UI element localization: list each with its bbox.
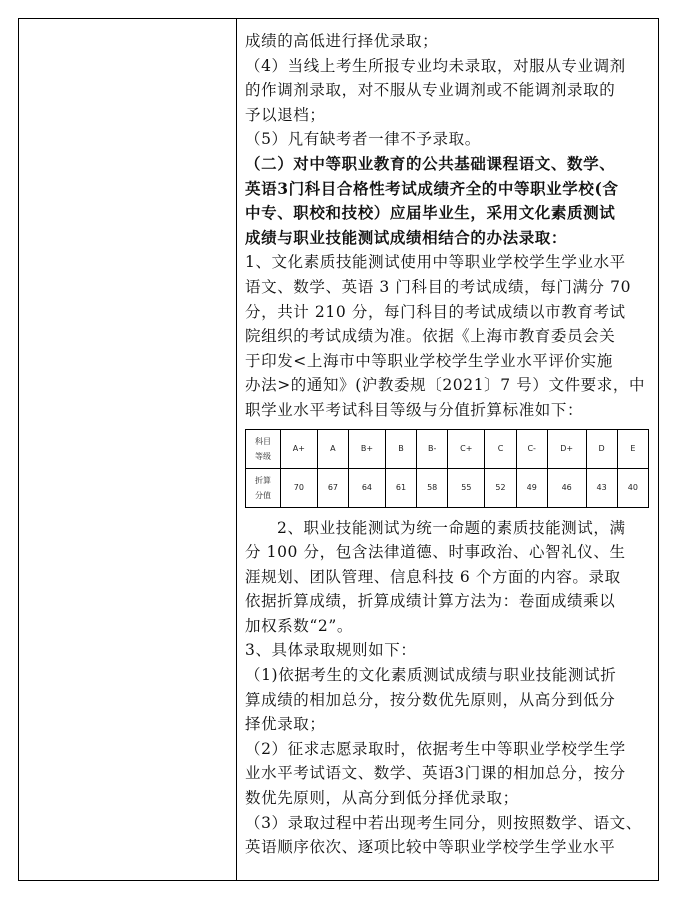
text-line: 职学业水平考试科目等级与分值折算标准如下： <box>245 400 584 419</box>
score-cell: 61 <box>385 468 416 507</box>
text-line: 英语3门科目合格性考试成绩齐全的中等职业学校(含 <box>245 178 619 198</box>
grade-row-header: 科目 等级 <box>246 429 281 468</box>
score-cell: 40 <box>617 468 648 507</box>
grade-score-table <box>245 429 649 508</box>
grade-cell: C- <box>516 429 547 468</box>
rules-paragraphs-top <box>245 29 649 423</box>
text-line: 语文、数学、英语 3 门科目的考试成绩，每门满分 70 <box>245 277 632 296</box>
text-line: （5）凡有缺考者一律不予录取。 <box>245 130 481 149</box>
text-line: 于印发<上海市中等职业学校学生学业水平评价实施 <box>245 351 613 370</box>
text-line: 算成绩的相加总分，按分数优先原则，从高分到低分 <box>245 690 616 709</box>
text-line: 1、文化素质技能测试使用中等职业学校学生学业水平 <box>245 253 626 272</box>
grade-cell: A <box>317 429 348 468</box>
text-line: 的作调剂录取，对不服从专业调剂或不能调剂录取的 <box>245 81 616 100</box>
grade-cell: D <box>586 429 617 468</box>
score-row <box>246 468 649 507</box>
admission-rules-content <box>245 29 649 860</box>
score-row-header: 折算 分值 <box>246 468 281 507</box>
text-line: 分，共计 210 分，每门科目的考试成绩以市教育考试 <box>245 302 626 321</box>
grade-cell: B+ <box>349 429 386 468</box>
text-line: 涯规划、团队管理、信息科技 6 个方面的内容。录取 <box>245 567 621 586</box>
score-cell: 46 <box>547 468 586 507</box>
score-cell: 64 <box>349 468 386 507</box>
grade-row <box>246 429 649 468</box>
score-cell: 58 <box>417 468 448 507</box>
text-line: （2）征求志愿录取时，依据考生中等职业学校学生学 <box>245 739 626 758</box>
grade-cell: B <box>385 429 416 468</box>
score-cell: 70 <box>281 468 318 507</box>
grade-cell: C+ <box>448 429 485 468</box>
text-line: 分 100 分，包含法律道德、时事政治、心智礼仪、生 <box>245 543 626 562</box>
rules-paragraphs-bottom <box>245 516 649 860</box>
text-line: 英语顺序依次、逐项比较中等职业学校学生学业水平 <box>245 838 616 857</box>
text-line: 办法>的通知》(沪教委规〔2021〕7 号）文件要求，中 <box>245 376 646 395</box>
text-line: 业水平考试语文、数学、英语3门课的相加总分，按分 <box>245 764 626 783</box>
score-cell: 67 <box>317 468 348 507</box>
text-line: 3、具体录取规则如下： <box>245 641 417 660</box>
score-cell: 43 <box>586 468 617 507</box>
grade-cell: C <box>485 429 516 468</box>
grade-cell: E <box>617 429 648 468</box>
text-line: 加权系数“2”。 <box>245 616 354 635</box>
text-line: 2、职业技能测试为统一命题的素质技能测试，满 <box>277 518 626 537</box>
text-line: 成绩与职业技能测试成绩相结合的办法录取： <box>245 227 568 247</box>
text-line: 成绩的高低进行择优录取； <box>245 32 439 50</box>
text-line: （3）录取过程中若出现考生同分，则按照数学、语文、 <box>245 813 642 832</box>
text-line: （4）当线上考生所报专业均未录取，对服从专业调剂 <box>245 56 626 75</box>
text-line: （1)依据考生的文化素质测试成绩与职业技能测试折 <box>245 666 617 685</box>
score-cell: 52 <box>485 468 516 507</box>
text-line: （二）对中等职业教育的公共基础课程语文、数学、 <box>245 153 616 173</box>
text-line: 择优录取； <box>245 715 326 734</box>
score-cell: 49 <box>516 468 547 507</box>
grade-cell: B- <box>417 429 448 468</box>
text-line: 院组织的考试成绩为准。依据《上海市教育委员会关 <box>245 327 616 346</box>
text-line: 数优先原则，从高分到低分择优录取； <box>245 789 519 808</box>
column-divider <box>236 19 237 880</box>
text-line: 中专、职校和技校）应届毕业生，采用文化素质测试 <box>245 203 616 223</box>
grade-cell: D+ <box>547 429 586 468</box>
grade-cell: A+ <box>281 429 318 468</box>
text-line: 依据折算成绩，折算成绩计算方法为：卷面成绩乘以 <box>245 592 616 611</box>
text-line: 予以退档； <box>245 105 326 124</box>
document-table-frame <box>18 18 659 881</box>
score-cell: 55 <box>448 468 485 507</box>
